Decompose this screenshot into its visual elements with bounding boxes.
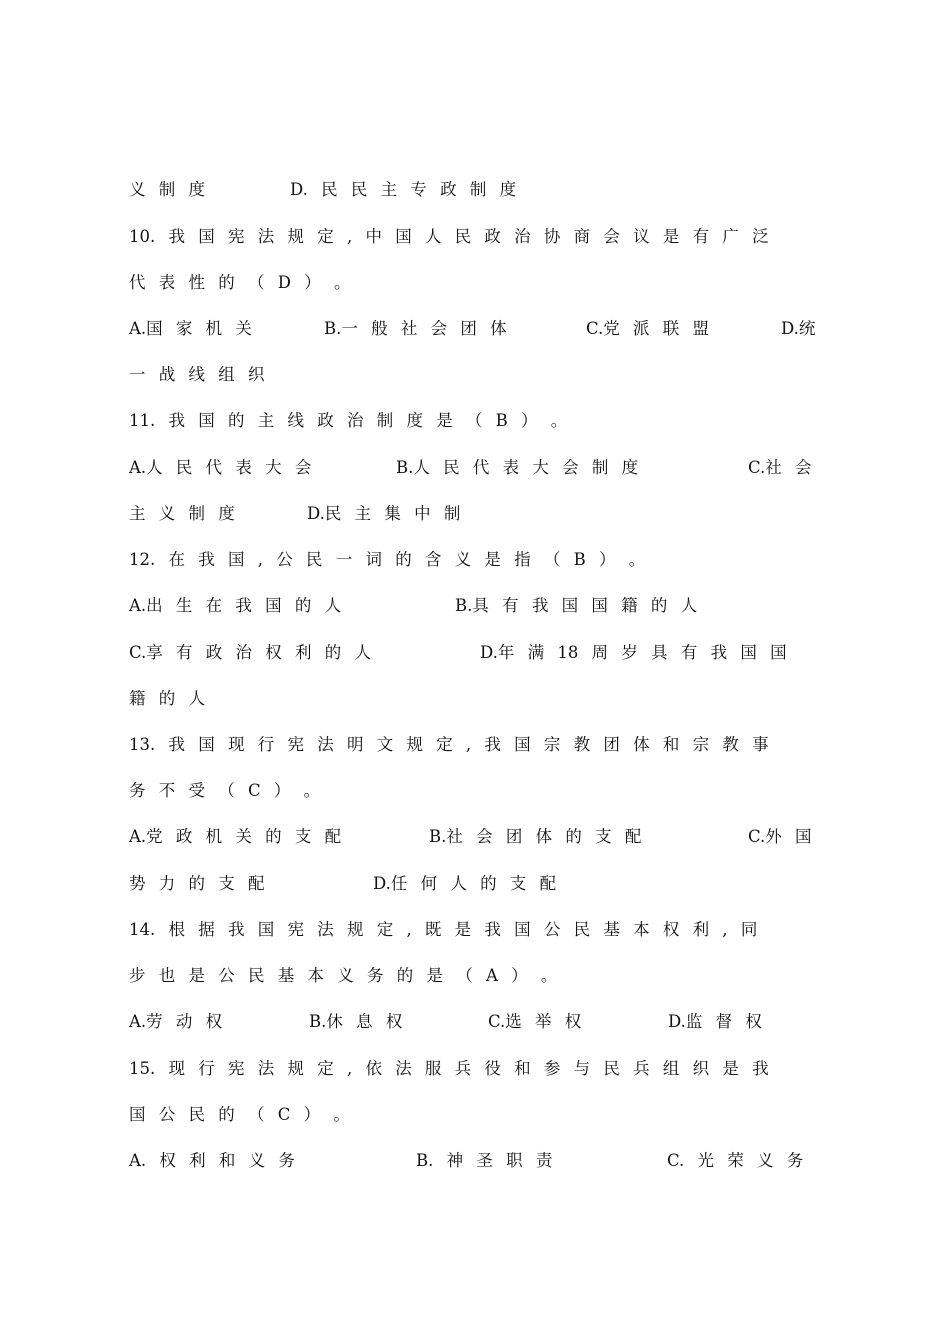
question-text: 13. 我 国 现 行 宪 法 明 文 规 定 , 我 国 宗 教 团 体 和 宗 教 事 (129, 735, 769, 754)
text-line (129, 175, 817, 205)
option-d: D.统 (781, 319, 816, 338)
question-text: 代 表 性 的 （ D ） 。 (129, 273, 351, 292)
question-13-options-cont (129, 869, 817, 899)
option-b: B.一 般 社 会 团 体 (324, 319, 507, 338)
option-b: B.休 息 权 (309, 1012, 403, 1031)
question-11-options-cont (129, 499, 817, 529)
question-text: 10. 我 国 宪 法 规 定 , 中 国 人 民 政 治 协 商 会 议 是 有 广 泛 (129, 227, 769, 246)
question-14-text-cont (129, 961, 817, 991)
question-12-options (129, 591, 817, 621)
option-d: D. 民 民 主 专 政 制 度 (290, 180, 517, 199)
option-c: C.享 有 政 治 权 利 的 人 (129, 643, 371, 662)
question-12-text (129, 545, 817, 575)
question-10-options (129, 314, 817, 344)
option-b: B.具 有 我 国 国 籍 的 人 (455, 596, 698, 615)
question-14-text (129, 915, 817, 945)
question-15-text-cont (129, 1100, 817, 1130)
option-c: C.选 举 权 (488, 1012, 582, 1031)
option-a: A.党 政 机 关 的 支 配 (129, 827, 342, 846)
question-10-options-cont (129, 360, 817, 390)
option-a: A.劳 动 权 (129, 1012, 223, 1031)
question-10-text (129, 222, 817, 252)
option-a: A. 权 利 和 义 务 (129, 1151, 295, 1170)
question-15-text (129, 1054, 817, 1084)
question-text: 15. 现 行 宪 法 规 定 , 依 法 服 兵 役 和 参 与 民 兵 组 织 是 我 (129, 1059, 769, 1078)
question-11-text (129, 406, 817, 436)
question-13-text-cont (129, 776, 817, 806)
option-c: C. 光 荣 义 务 (667, 1151, 804, 1170)
option-c: C.党 派 联 盟 (586, 319, 710, 338)
option-a: A.国 家 机 关 (129, 319, 252, 338)
option-continuation: 主 义 制 度 (129, 504, 235, 523)
option-d: D.任 何 人 的 支 配 (373, 874, 557, 893)
question-text: 国 公 民 的 （ C ） 。 (129, 1105, 350, 1124)
question-text: 11. 我 国 的 主 线 政 治 制 度 是 （ B ） 。 (129, 411, 568, 430)
question-14-options (129, 1007, 817, 1037)
option-continuation: 一 战 线 组 织 (129, 365, 265, 384)
option-a: A.人 民 代 表 大 会 (129, 458, 312, 477)
question-12-options-2 (129, 638, 817, 668)
question-text: 12. 在 我 国 , 公 民 一 词 的 含 义 是 指 （ B ） 。 (129, 550, 646, 569)
option-d: D.年 满 18 周 岁 具 有 我 国 国 (480, 643, 787, 662)
option-continuation: 势 力 的 支 配 (129, 874, 265, 893)
option-d: D.监 督 权 (668, 1012, 762, 1031)
option-b: B. 神 圣 职 责 (416, 1151, 553, 1170)
question-13-text (129, 730, 817, 760)
option-d: D.民 主 集 中 制 (307, 504, 461, 523)
option-b: B.人 民 代 表 大 会 制 度 (396, 458, 639, 477)
option-b: B.社 会 团 体 的 支 配 (429, 827, 642, 846)
question-text: 务 不 受 （ C ） 。 (129, 781, 321, 800)
option-c: C.外 国 (748, 827, 812, 846)
question-11-options (129, 453, 817, 483)
question-13-options (129, 822, 817, 852)
option-continuation: 籍 的 人 (129, 689, 205, 708)
option-continuation: 义 制 度 (129, 180, 205, 199)
question-15-options (129, 1146, 817, 1176)
question-text: 14. 根 据 我 国 宪 法 规 定 , 既 是 我 国 公 民 基 本 权 利 , 同 (129, 920, 758, 939)
option-a: A.出 生 在 我 国 的 人 (129, 596, 342, 615)
question-text: 步 也 是 公 民 基 本 义 务 的 是 （ A ） 。 (129, 966, 558, 985)
option-c: C.社 会 (748, 458, 812, 477)
question-12-options-cont (129, 684, 817, 714)
question-10-text-cont (129, 268, 817, 298)
